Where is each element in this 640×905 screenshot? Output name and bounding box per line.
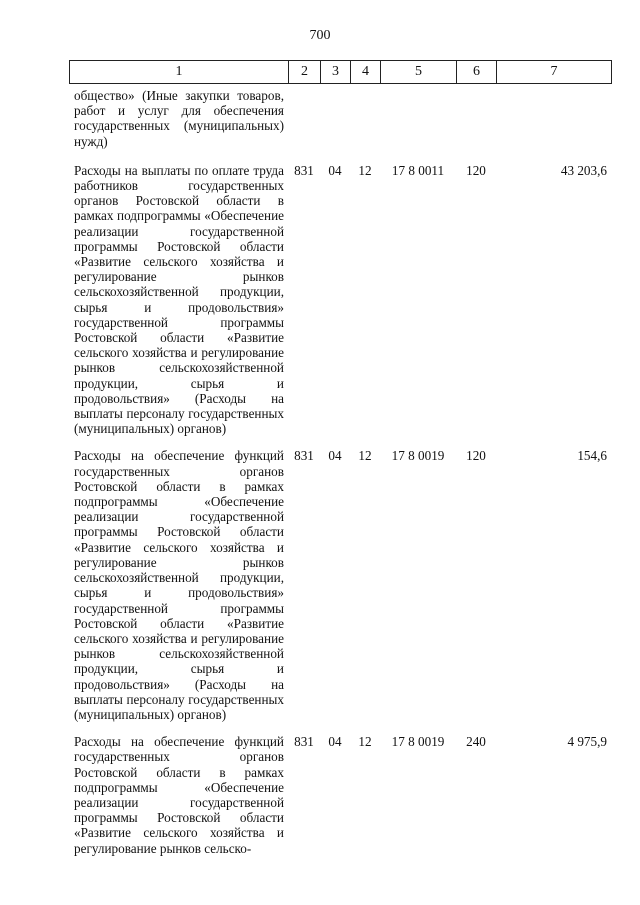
row-description: общество» (Иные закупки товаров, работ и услуг для обеспечения государственных (муниципальных) нужд) xyxy=(74,88,284,149)
row-amount: 4 975,9 xyxy=(567,734,607,750)
row-subsection: 12 xyxy=(358,734,372,750)
row-target-article: 17 8 0019 xyxy=(391,734,445,750)
row-ministry xyxy=(288,88,320,163)
row-expense-type: 120 xyxy=(466,448,486,464)
row-subsection xyxy=(350,88,380,163)
budget-table xyxy=(69,88,611,868)
row-target-article: 17 8 0011 xyxy=(391,162,445,178)
column-header-4: 4 xyxy=(351,61,381,84)
row-subsection: 12 xyxy=(358,448,372,464)
column-header-2: 2 xyxy=(289,61,321,84)
column-header-7: 7 xyxy=(497,61,612,84)
row-expense-type xyxy=(456,88,496,163)
row-section: 04 xyxy=(328,162,342,178)
page-number: 700 xyxy=(309,28,331,43)
table-row xyxy=(69,163,611,449)
row-expense-type: 120 xyxy=(466,162,486,178)
row-section: 04 xyxy=(328,734,342,750)
table-row xyxy=(69,88,611,163)
column-header-1: 1 xyxy=(70,61,289,84)
row-ministry: 831 xyxy=(294,448,314,464)
row-description: Расходы на выплаты по оплате труда работников государственных органов Ростовской области в рамках подпрограммы «Обеспечение реализации государственной программы Ростовской области «Развитие сельского хозяйства и регулирование рынков сельскохозяйственной продукции, сырья и продовольствия» государственной программы Ростовской области «Развитие сельского хозяйства и регулирование рынков сельскохозяйственной продукции, сырья и продовольствия» (Расходы на выплаты персоналу государственных (муниципальных) органов) xyxy=(74,162,284,437)
row-description: Расходы на обеспечение функций государственных органов Ростовской области в рамках подпрограммы «Обеспечение реализации государственной программы Ростовской области «Развитие сельского хозяйства и регулирование рынков сельскохозяйственной продукции, сырья и продовольствия» государственной программы Ростовской области «Развитие сельского хозяйства и регулирование рынков сельскохозяйственной продукции, сырья и продовольствия» (Расходы на выплаты персоналу государственных (муниципальных) органов) xyxy=(74,448,284,722)
row-expense-type: 240 xyxy=(466,734,486,750)
row-amount: 43 203,6 xyxy=(560,162,607,178)
row-amount: 154,6 xyxy=(577,448,607,464)
row-amount xyxy=(496,88,611,163)
column-header-3: 3 xyxy=(321,61,351,84)
row-target-article: 17 8 0019 xyxy=(391,448,445,464)
row-section xyxy=(320,88,350,163)
row-ministry: 831 xyxy=(294,734,314,750)
table-row xyxy=(69,448,611,734)
column-header-row xyxy=(70,61,612,84)
row-section: 04 xyxy=(328,448,342,464)
table-row xyxy=(69,734,611,868)
column-header-table xyxy=(69,60,612,84)
row-ministry: 831 xyxy=(294,162,314,178)
column-header-6: 6 xyxy=(457,61,497,84)
row-target-article xyxy=(380,88,456,163)
row-subsection: 12 xyxy=(358,162,372,178)
row-description: Расходы на обеспечение функций государственных органов Ростовской области в рамках подпрограммы «Обеспечение реализации государственной программы Ростовской области «Развитие сельского хозяйства и регулирование рынков сельско- xyxy=(74,734,284,856)
column-header-5: 5 xyxy=(381,61,457,84)
